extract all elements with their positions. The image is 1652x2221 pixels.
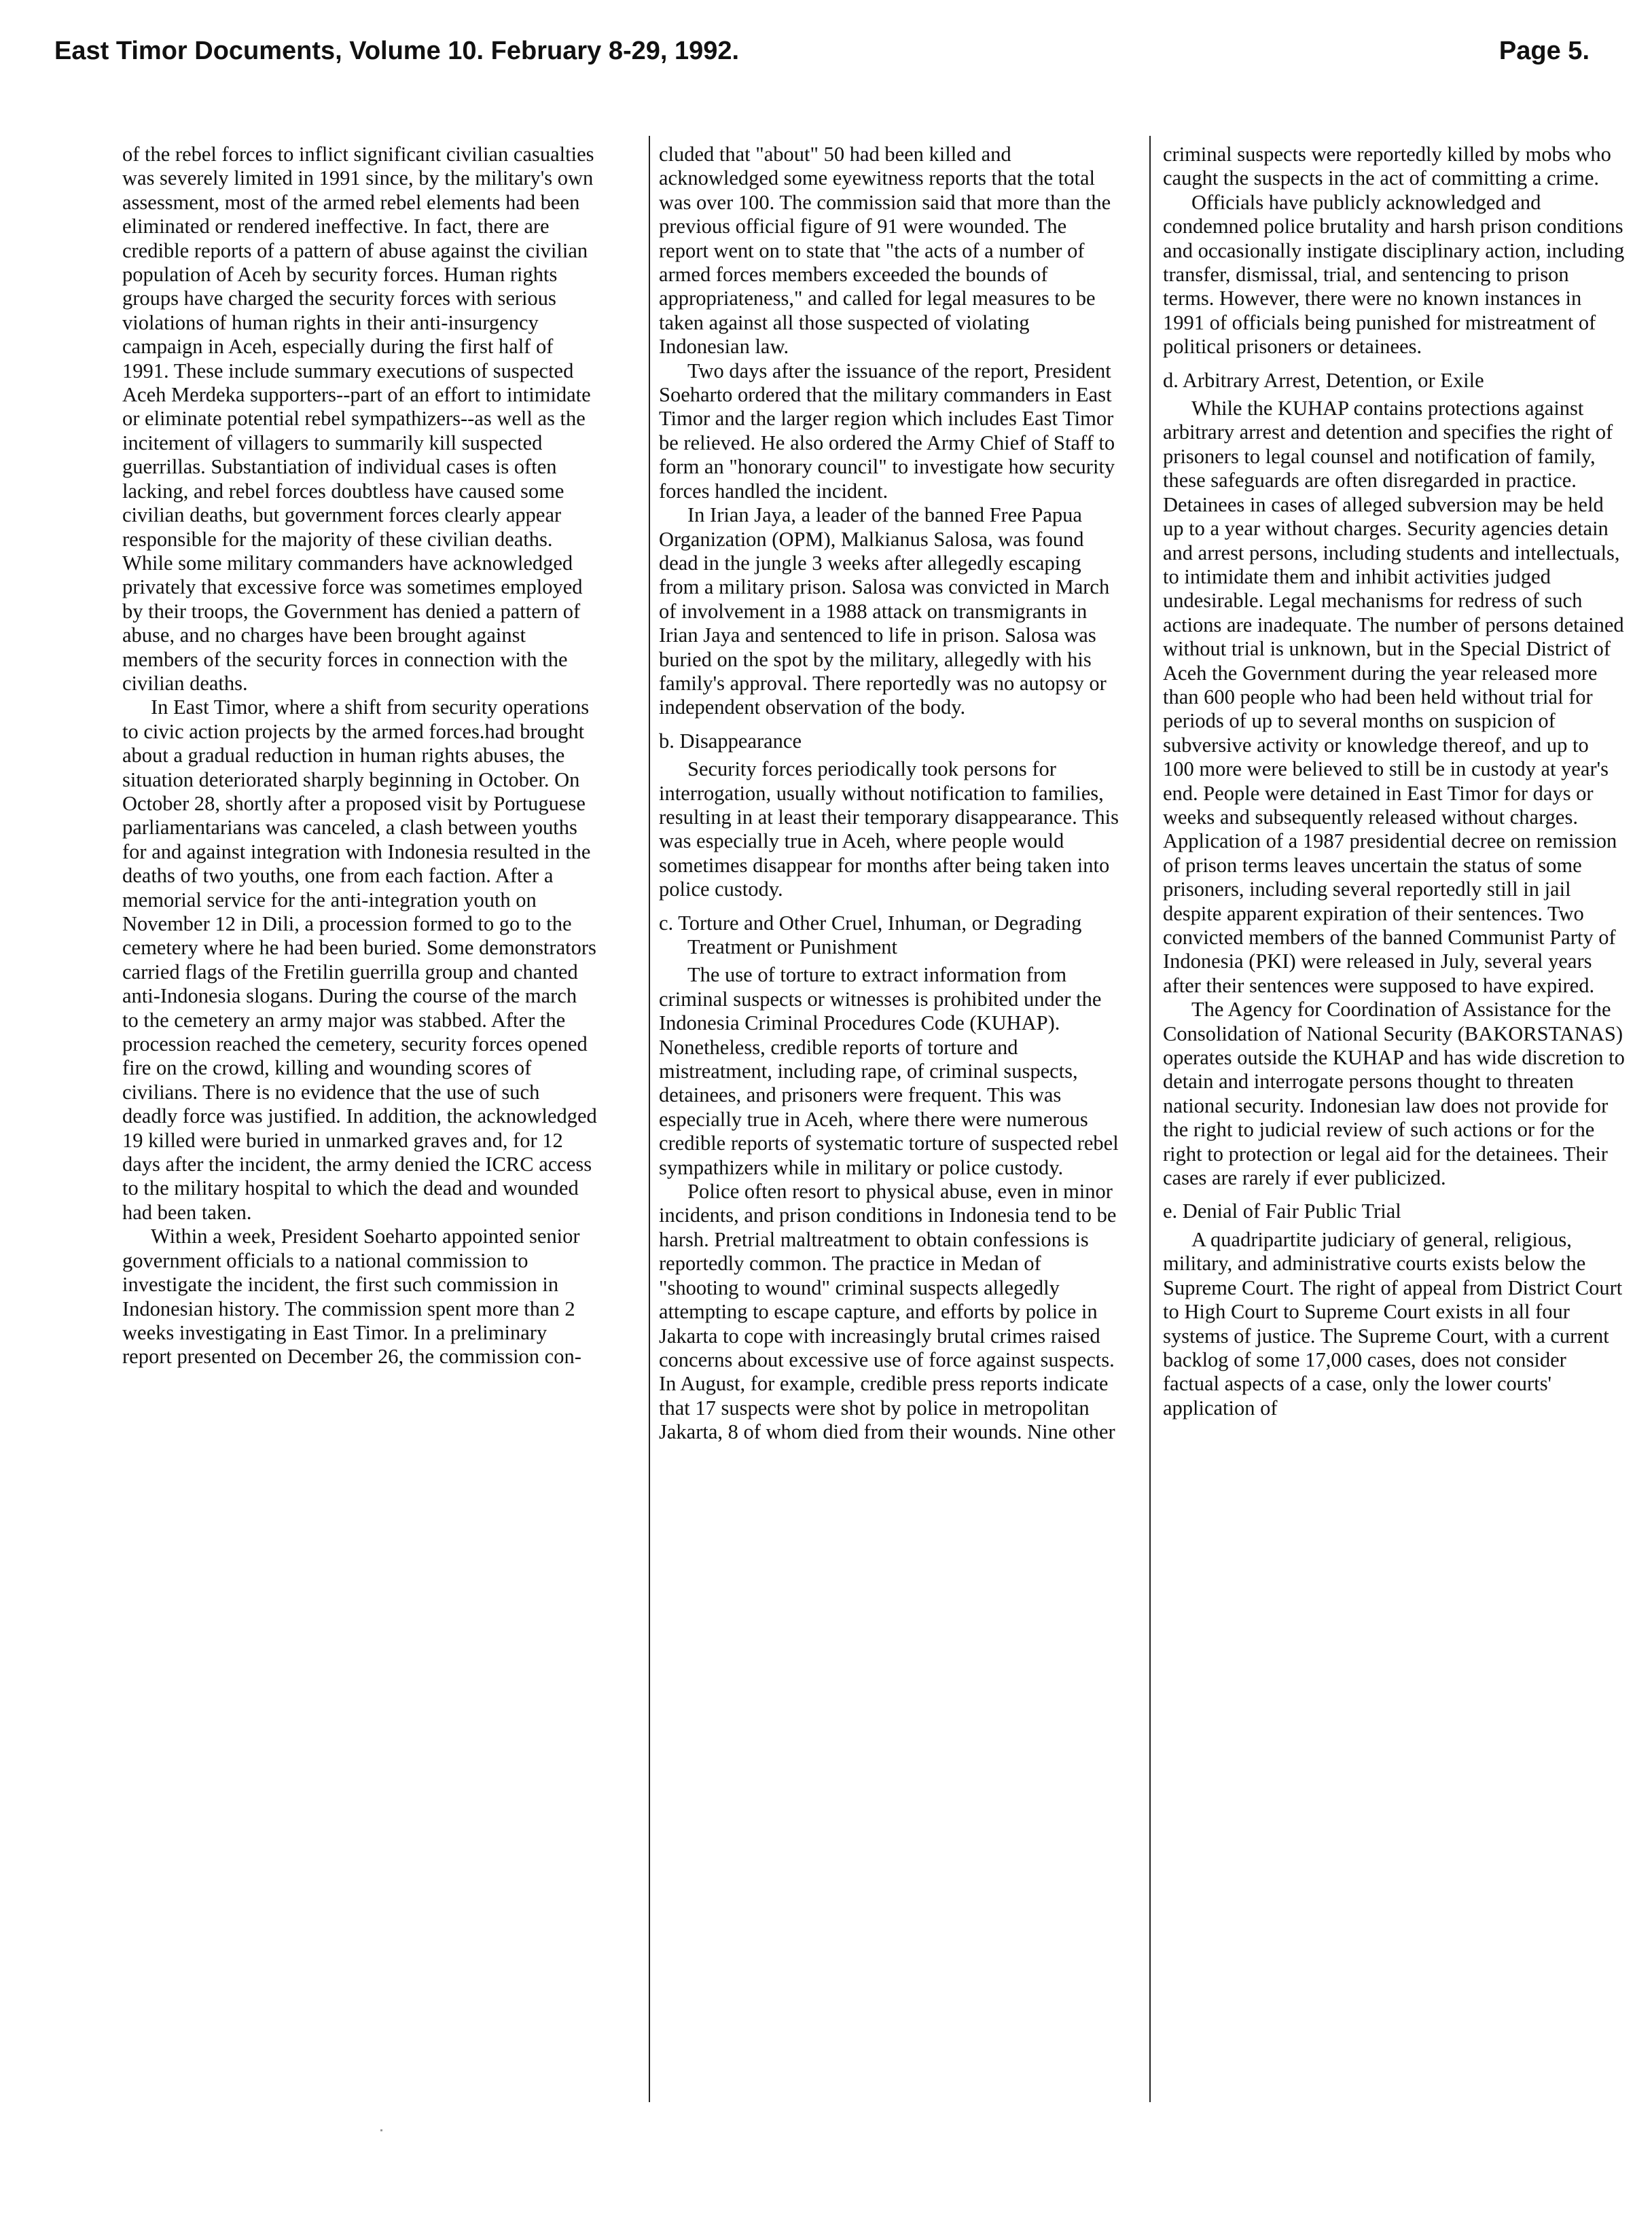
section-heading: b. Disappearance <box>659 729 802 753</box>
section-heading: e. Denial of Fair Public Trial <box>1163 1199 1401 1223</box>
paragraph: Within a week, President Soeharto appointed senior government officials to a national commission to investigate the incident, the first such commission in Indonesian history. The commission spent more than 2 weeks investigating in East Timor. In a preliminary report presented on December 26, the commission con- <box>122 1225 581 1369</box>
paragraph: While the KUHAP contains protections against arbitrary arrest and detention and specifies the right of prisoners to legal counsel and notification of family, these safeguards are often disregarded in practice. Detainees in cases of alleged subversion may be held up to a year without charges. Security agencies detain and arrest persons, including students and intellectuals, to intimidate them and inhibit activities judged undesirable. Legal mechanisms for redress of such actions are inadequate. The number of persons detained without trial is unknown, but in the Special District of Aceh the Government during the year released more than 600 people who had been held without trial for periods of up to several months on suspicion of subversive activity or knowledge thereof, and up to 100 more were believed to still be in custody at year's end. People were detained in East Timor for days or weeks and subsequently released without charges. Application of a 1987 presidential decree on remission of prison terms leaves uncertain the status of some prisoners, including several reportedly still in jail despite apparent expiration of their sentences. Two convicted members of the banned Communist Party of Indonesia (PKI) were released in July, several years after their sentences were supposed to have expired. <box>1163 397 1624 997</box>
column-divider <box>649 136 650 2102</box>
paragraph: The Agency for Coordination of Assistance for the Consolidation of National Security (BAKORSTANAS) operates outside the KUHAP and has wide discretion to detain and interrogate persons thought to threaten national security. Indonesian law does not provide for the right to judicial review of such actions or for the right to protection or legal aid for the detainees. Their cases are rarely if ever publicized. <box>1163 998 1625 1190</box>
paragraph: Two days after the issuance of the report, President Soeharto ordered that the military commanders in East Timor and the larger region which includes East Timor be relieved. He also ordered the Army Chief of Staff to form an "honorary council" to investigate how security forces handled the incident. <box>659 359 1115 503</box>
paragraph: Officials have publicly acknowledged and condemned police brutality and harsh prison conditions and occasionally instigate disciplinary action, including transfer, dismissal, trial, and sentencing to prison terms. However, there were no known instances in 1991 of officials being punished for mistreatment of political prisoners or detainees. <box>1163 190 1625 359</box>
paragraph: cluded that "about" 50 had been killed and acknowledged some eyewitness reports that the total was over 100. The commission said that more than the previous official figure of 91 were wounded. The report went on to state that "the acts of a number of armed forces members exceeded the bounds of appropriateness," and called for legal measures to be taken against all those suspected of violating Indonesian law. <box>659 143 1111 359</box>
paragraph: In Irian Jaya, a leader of the banned Free Papua Organization (OPM), Malkianus Salosa, was found dead in the jungle 3 weeks after allegedly escaping from a military prison. Salosa was convicted in March of involvement in a 1988 attack on transmigrants in Irian Jaya and sentenced to life in prison. Salosa was buried on the spot by the military, allegedly with his family's approval. There reportedly was no autopsy or independent observation of the body. <box>659 503 1110 719</box>
section-heading: d. Arbitrary Arrest, Detention, or Exile <box>1163 368 1484 392</box>
text-column-3 <box>1163 143 1625 1420</box>
paragraph: A quadripartite judiciary of general, religious, military, and administrative courts exists below the Supreme Court. The right of appeal from District Court to High Court to Supreme Court exists in all four systems of justice. The Supreme Court, with a current backlog of some 17,000 cases, does not consider factual aspects of a case, only the lower courts' application of <box>1163 1227 1623 1420</box>
paragraph: criminal suspects were reportedly killed by mobs who caught the suspects in the act of committing a crime. <box>1163 143 1611 190</box>
text-column-1 <box>122 143 598 1369</box>
section-heading: c. Torture and Other Cruel, Inhuman, or Degrading Treatment or Punishment <box>659 911 1082 958</box>
column-divider <box>1149 136 1151 2102</box>
page-header <box>54 27 1590 75</box>
page-number: Page 5. <box>1498 37 1590 65</box>
paragraph: Police often resort to physical abuse, even in minor incidents, and prison conditions in Indonesia tend to be harsh. Pretrial maltreatment to obtain confessions is reportedly common. The practice in Medan of "shooting to wound" criminal suspects allegedly attempting to escape capture, and efforts by police in Jakarta to cope with increasingly brutal crimes raised concerns about excessive use of force against suspects. In August, for example, credible press reports indicate that 17 suspects were shot by police in metropolitan Jakarta, 8 of whom died from their wounds. Nine other <box>659 1180 1117 1444</box>
paragraph: In East Timor, where a shift from security operations to civic action projects by the armed forces.had brought about a gradual reduction in human rights abuses, the situation deteriorated sharply beginning in October. On October 28, shortly after a proposed visit by Portuguese parliamentarians was canceled, a clash between youths for and against integration with Indonesia resulted in the deaths of two youths, one from each faction. After a memorial service for the anti-integration youth on November 12 in Dili, a procession formed to go to the cemetery where he had been buried. Some demonstrators carried flags of the Fretilin guerrilla group and chanted anti-Indonesia slogans. During the course of the march to the cemetery an army major was stabbed. After the procession reached the cemetery, security forces opened fire on the crowd, killing and wounding scores of civilians. There is no evidence that the use of such deadly force was justified. In addition, the acknowledged 19 killed were buried in unmarked graves and, for 12 days after the incident, the army denied the ICRC access to the military hospital to which the dead and wounded had been taken. <box>122 696 597 1224</box>
paragraph: of the rebel forces to inflict significant civilian casualties was severely limited in 1991 since, by the military's own assessment, most of the armed rebel elements had been eliminated or rendered ineffective. In fact, there are credible reports of a pattern of abuse against the civilian population of Aceh by security forces. Human rights groups have charged the security forces with serious violations of human rights in their anti-insurgency campaign in Aceh, especially during the first half of 1991. These include summary executions of suspected Aceh Merdeka supporters--part of an effort to intimidate or eliminate potential rebel sympathizers--as well as the incitement of villagers to summarily kill suspected guerrillas. Substantiation of individual cases is often lacking, and rebel forces doubtless have caused some civilian deaths, but government forces clearly appear responsible for the majority of these civilian deaths. While some military commanders have acknowledged privately that excessive force was sometimes employed by their troops, the Government has denied a pattern of abuse, and no charges have been brought against members of the security forces in connection with the civilian deaths. <box>122 143 594 695</box>
scan-speck <box>380 2129 382 2131</box>
text-column-2 <box>659 143 1121 1445</box>
document-title: East Timor Documents, Volume 10. February 8-29, 1992. <box>54 37 740 65</box>
paragraph: Security forces periodically took persons for interrogation, usually without notification to families, resulting in at least their temporary disappearance. This was especially true in Aceh, where people would sometimes disappear for months after being taken into police custody. <box>659 757 1119 901</box>
paragraph: The use of torture to extract information from criminal suspects or witnesses is prohibited under the Indonesia Criminal Procedures Code (KUHAP). Nonetheless, credible reports of torture and mistreatment, including rape, of criminal suspects, detainees, and prisoners were frequent. This was especially true in Aceh, where there were numerous credible reports of systematic torture of suspected rebel sympathizers while in military or police custody. <box>659 963 1119 1179</box>
